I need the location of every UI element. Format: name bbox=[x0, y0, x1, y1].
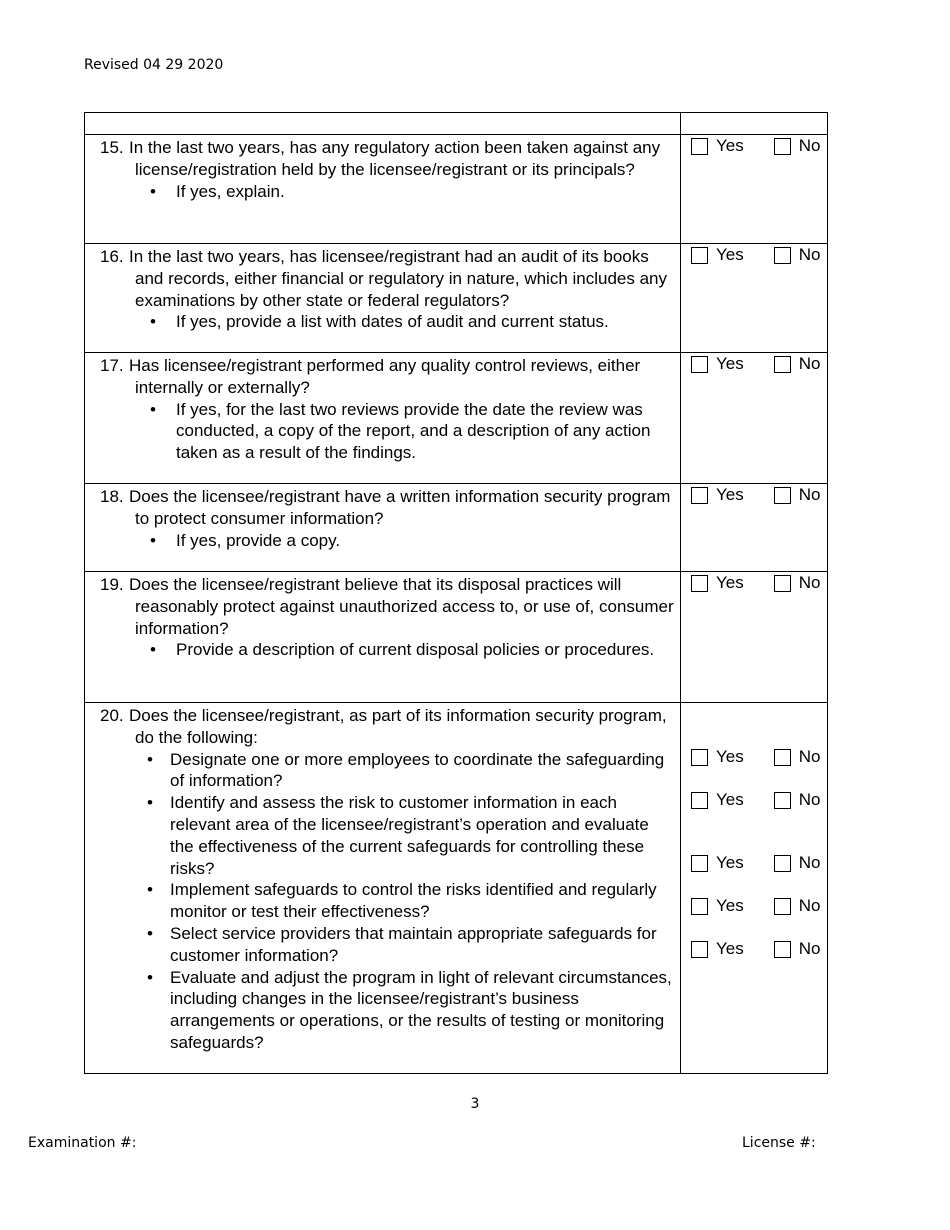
no-label: No bbox=[798, 354, 821, 373]
no-label: No bbox=[798, 896, 821, 915]
yes-label: Yes bbox=[716, 136, 744, 155]
question-row-15 bbox=[85, 135, 828, 244]
yes-label: Yes bbox=[716, 485, 744, 504]
yes-checkbox[interactable] bbox=[691, 792, 708, 809]
no-checkbox[interactable] bbox=[774, 247, 791, 264]
question-number: 19. bbox=[100, 575, 124, 594]
no-label: No bbox=[798, 853, 821, 872]
question-16 bbox=[85, 244, 681, 353]
yes-no-pair bbox=[691, 354, 825, 374]
question-number: 15. bbox=[100, 138, 124, 157]
no-label: No bbox=[798, 747, 821, 766]
no-label: No bbox=[798, 485, 821, 504]
no-checkbox[interactable] bbox=[774, 575, 791, 592]
question-text: Does the licensee/registrant, as part of its information security program, do the following: bbox=[129, 706, 667, 747]
yes-no-pair bbox=[691, 790, 825, 810]
yes-checkbox[interactable] bbox=[691, 575, 708, 592]
table-header-row bbox=[85, 113, 828, 135]
question-15 bbox=[85, 135, 681, 244]
question-number: 18. bbox=[100, 487, 124, 506]
question-19 bbox=[85, 572, 681, 703]
list-item: • Implement safeguards to control the risks identified and regularly monitor or test their effectiveness? bbox=[100, 879, 674, 923]
list-item: • Evaluate and adjust the program in light of relevant circumstances, including changes in the licensee/registrant’s business arrangements or operations, or the results of testing or monitoring safeguards? bbox=[100, 967, 674, 1054]
list-item: • If yes, provide a copy. bbox=[100, 530, 674, 552]
yes-label: Yes bbox=[716, 245, 744, 264]
question-text: In the last two years, has licensee/registrant had an audit of its books and records, either financial or regulatory in nature, which includes any examinations by other state or federal regulators? bbox=[129, 247, 668, 310]
yes-checkbox[interactable] bbox=[691, 356, 708, 373]
question-row-16 bbox=[85, 244, 828, 353]
yes-no-pair bbox=[691, 896, 825, 916]
question-row-20 bbox=[85, 703, 828, 1074]
list-item: • Provide a description of current disposal policies or procedures. bbox=[100, 639, 674, 661]
question-text: Does the licensee/registrant have a written information security program to protect consumer information? bbox=[129, 487, 671, 528]
yes-no-pair bbox=[691, 747, 825, 767]
answer-cell-20 bbox=[681, 703, 828, 1074]
yes-checkbox[interactable] bbox=[691, 941, 708, 958]
no-label: No bbox=[798, 136, 821, 155]
yes-label: Yes bbox=[716, 939, 744, 958]
no-label: No bbox=[798, 939, 821, 958]
no-label: No bbox=[798, 573, 821, 592]
yes-no-pair bbox=[691, 245, 825, 265]
question-row-17 bbox=[85, 353, 828, 484]
no-checkbox[interactable] bbox=[774, 792, 791, 809]
no-checkbox[interactable] bbox=[774, 898, 791, 915]
question-row-19 bbox=[85, 572, 828, 703]
no-checkbox[interactable] bbox=[774, 749, 791, 766]
page-number: 3 bbox=[470, 1096, 480, 1112]
question-number: 16. bbox=[100, 247, 124, 266]
no-checkbox[interactable] bbox=[774, 855, 791, 872]
license-number-label: License #: bbox=[742, 1135, 816, 1151]
answer-cell-17 bbox=[681, 353, 828, 484]
examination-number-label: Examination #: bbox=[28, 1135, 137, 1151]
yes-checkbox[interactable] bbox=[691, 138, 708, 155]
question-text: In the last two years, has any regulatory action been taken against any license/registration held by the licensee/registrant or its principals? bbox=[129, 138, 661, 179]
list-item: • If yes, provide a list with dates of audit and current status. bbox=[100, 311, 674, 333]
revision-date: Revised 04 29 2020 bbox=[84, 57, 224, 73]
question-number: 17. bbox=[100, 356, 124, 375]
yes-checkbox[interactable] bbox=[691, 898, 708, 915]
yes-label: Yes bbox=[716, 896, 744, 915]
yes-no-pair bbox=[691, 853, 825, 873]
question-20 bbox=[85, 703, 681, 1074]
no-label: No bbox=[798, 790, 821, 809]
no-label: No bbox=[798, 245, 821, 264]
yes-checkbox[interactable] bbox=[691, 247, 708, 264]
yes-no-pair bbox=[691, 573, 825, 593]
yes-checkbox[interactable] bbox=[691, 855, 708, 872]
answer-cell-18 bbox=[681, 484, 828, 572]
question-17 bbox=[85, 353, 681, 484]
answer-cell-19 bbox=[681, 572, 828, 703]
yes-checkbox[interactable] bbox=[691, 749, 708, 766]
list-item: • Designate one or more employees to coordinate the safeguarding of information? bbox=[100, 749, 674, 793]
question-row-18 bbox=[85, 484, 828, 572]
answer-cell-16 bbox=[681, 244, 828, 353]
question-text: Has licensee/registrant performed any quality control reviews, either internally or externally? bbox=[129, 356, 641, 397]
list-item: • Select service providers that maintain appropriate safeguards for customer information? bbox=[100, 923, 674, 967]
yes-no-pair bbox=[691, 485, 825, 505]
question-number: 20. bbox=[100, 706, 124, 725]
yes-no-pair bbox=[691, 939, 825, 959]
no-checkbox[interactable] bbox=[774, 487, 791, 504]
yes-no-pair bbox=[691, 136, 825, 156]
yes-label: Yes bbox=[716, 354, 744, 373]
question-18 bbox=[85, 484, 681, 572]
answer-cell-15 bbox=[681, 135, 828, 244]
no-checkbox[interactable] bbox=[774, 138, 791, 155]
yes-label: Yes bbox=[716, 747, 744, 766]
yes-checkbox[interactable] bbox=[691, 487, 708, 504]
yes-label: Yes bbox=[716, 573, 744, 592]
yes-label: Yes bbox=[716, 790, 744, 809]
list-item: • If yes, for the last two reviews provide the date the review was conducted, a copy of the report, and a description of any action taken as a result of the findings. bbox=[100, 399, 674, 464]
list-item: • Identify and assess the risk to customer information in each relevant area of the licensee/registrant’s operation and evaluate the effectiveness of the current safeguards for controlling these risks? bbox=[100, 792, 674, 879]
no-checkbox[interactable] bbox=[774, 356, 791, 373]
no-checkbox[interactable] bbox=[774, 941, 791, 958]
question-text: Does the licensee/registrant believe that its disposal practices will reasonably protect against unauthorized access to, or use of, consumer information? bbox=[129, 575, 674, 638]
yes-label: Yes bbox=[716, 853, 744, 872]
list-item: • If yes, explain. bbox=[100, 181, 674, 203]
questionnaire-table bbox=[84, 112, 828, 1074]
